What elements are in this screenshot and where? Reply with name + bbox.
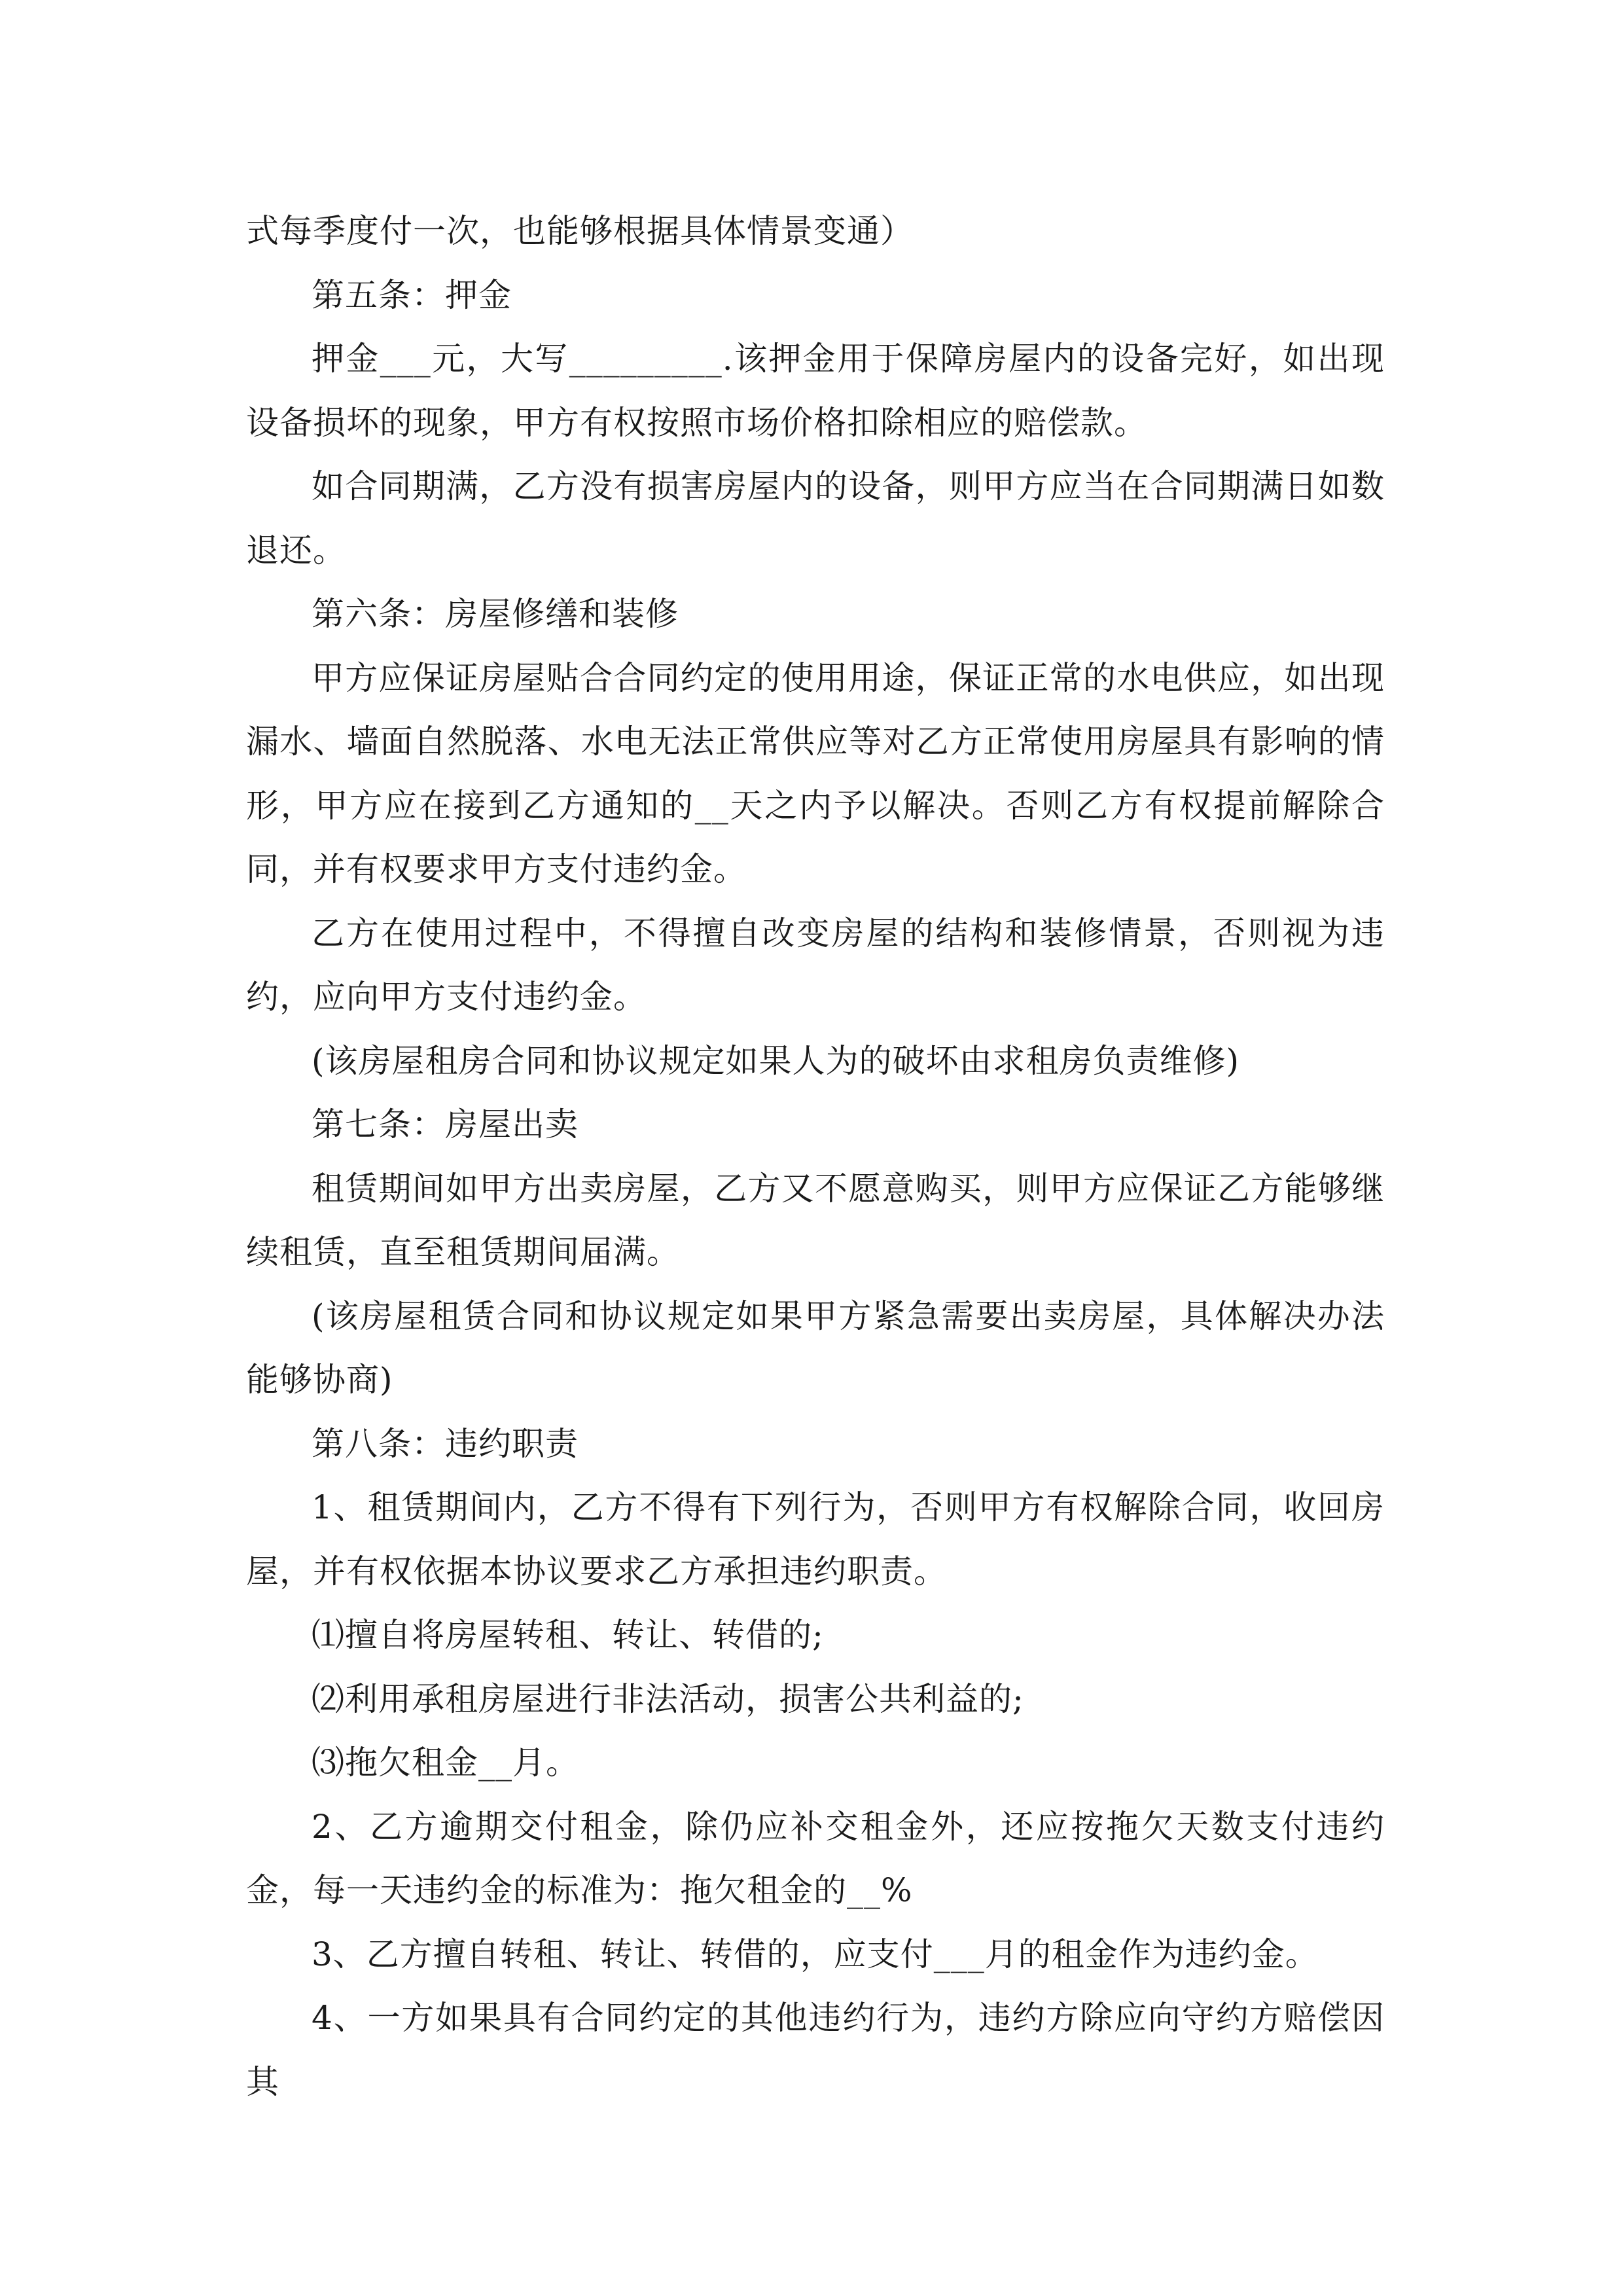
list-item: 2、乙方逾期交付租金，除仍应补交租金外，还应按拖欠天数支付违约金，每一天违约金的标准为：拖欠租金的__%	[246, 1807, 1385, 1909]
paragraph: 乙方在使用过程中，不得擅自改变房屋的结构和装修情景，否则视为违约，应向甲方支付违约金。	[246, 914, 1385, 1016]
sub-list-item: ⑶拖欠租金__月。	[312, 1744, 579, 1782]
paragraph: 甲方应保证房屋贴合合同约定的使用用途，保证正常的水电供应，如出现漏水、墙面自然脱落、水电无法正常供应等对乙方正常使用房屋具有影响的情形，甲方应在接到乙方通知的__天之内予以解决。否则乙方有权提前解除合同，并有权要求甲方支付违约金。	[246, 658, 1385, 888]
note-paragraph: (该房屋租房合同和协议规定如果人为的破坏由求租房负责维修)	[312, 1041, 1240, 1080]
sub-list-item: ⑴擅自将房屋转租、转让、转借的;	[312, 1616, 824, 1654]
section-heading-8: 第八条：违约职责	[312, 1424, 579, 1463]
list-item: 4、一方如果具有合同约定的其他违约行为，违约方除应向守约方赔偿因其	[246, 1999, 1385, 2101]
list-item: 1、租赁期间内，乙方不得有下列行为，否则甲方有权解除合同，收回房屋，并有权依据本协议要求乙方承担违约职责。	[246, 1488, 1385, 1590]
sub-list-item: ⑵利用承租房屋进行非法活动，损害公共利益的;	[312, 1679, 1024, 1718]
document-body	[246, 200, 1385, 2114]
section-heading-7: 第七条：房屋出卖	[312, 1105, 579, 1143]
paragraph: 租赁期间如甲方出卖房屋，乙方又不愿意购买，则甲方应保证乙方能够继续租赁，直至租赁期间届满。	[246, 1169, 1385, 1271]
note-paragraph: (该房屋租赁合同和协议规定如果甲方紧急需要出卖房屋，具体解决办法能够协商)	[246, 1297, 1385, 1399]
section-heading-6: 第六条：房屋修缮和装修	[312, 595, 679, 633]
paragraph: 式每季度付一次，也能够根据具体情景变通）	[246, 212, 914, 250]
paragraph: 如合同期满，乙方没有损害房屋内的设备，则甲方应当在合同期满日如数退还。	[246, 467, 1385, 569]
paragraph: 押金___元，大写_________.该押金用于保障房屋内的设备完好，如出现设备损坏的现象，甲方有权按照市场价格扣除相应的赔偿款。	[246, 340, 1385, 442]
section-heading-5: 第五条：押金	[312, 276, 512, 314]
list-item: 3、乙方擅自转租、转让、转借的，应支付___月的租金作为违约金。	[312, 1935, 1319, 1973]
